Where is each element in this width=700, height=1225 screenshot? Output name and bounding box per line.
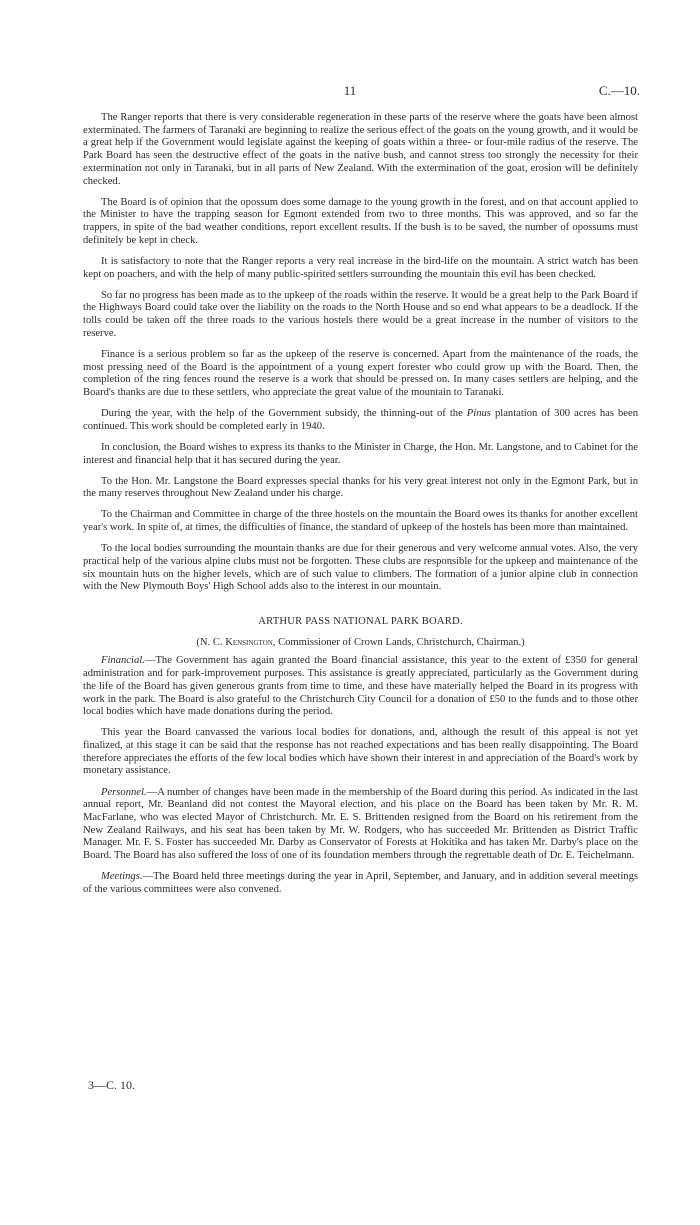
personnel-label: Personnel. xyxy=(101,786,147,798)
chairman-open: (N. C. xyxy=(196,636,226,648)
paragraph-finance: Finance is a serious problem so far as the upkeep of the reserve is concerned. Apart from the maintenance of the roads, the most pressing need of the Board is the appointment of a young expert forester who could grow up with the Board. Then, the completion of the ring fences round the reserve is a work that should be pressed on. In many cases settlers are helping, and the Board's thanks are due to these settlers, who appreciate the great value of the mountain to Taranaki. xyxy=(83,348,638,398)
paragraph-roads: So far no progress has been made as to the upkeep of the roads within the reserve. It would be a great help to the Park Board if the Highways Board could take over the liability on the roads to the North House and so end what appears to be a deadlock. If the tolls could be taken off the three roads to the various hostels there would be a great increase in the number of visitors to the reserve. xyxy=(83,289,638,339)
paragraph-goats: The Ranger reports that there is very considerable regeneration in these parts of the reserve where the goats have been almost exterminated. The farmers of Taranaki are beginning to realize the serious effect of the goats on the young growth, and it would be a great help if the Government would legislate against the keeping of goats within a three- or four-mile radius of the reserve. The Park Board has seen the destructive effect of the goats in the native bush, and cannot stress too strongly the necessity for their extermination not only in Taranaki, but in all parts of New Zealand. With the extermination of the goat, erosion will be definitely checked. xyxy=(83,112,638,187)
report-body xyxy=(83,112,638,905)
paragraph-opossum: The Board is of opinion that the opossum does some damage to the young growth in the forest, and on that account applied to the Minister to have the trapping season for Egmont extended from two to three months. This was approved, and so far the trappers, in spite of the bad weather conditions, report excellent results. If the bush is to be saved, the number of opossums must definitely be kept in check. xyxy=(83,196,638,246)
chairman-line xyxy=(83,637,638,650)
chairman-name: Kensington xyxy=(225,636,273,648)
pinus-text-before: During the year, with the help of the Government subsidy, the thinning-out of the xyxy=(101,408,467,420)
document-reference: C.—10. xyxy=(598,83,640,98)
paragraph-canvass: This year the Board canvassed the various local bodies for donations, and, although the result of this appeal is not yet finalized, at this stage it can be said that the response has not reached expectations and has been really disappointing. The Board therefore appreciates the efforts of the few local bodies which have shown their interest in and appreciation of the Board's work by monetary assistance. xyxy=(83,727,638,777)
meetings-label: Meetings. xyxy=(101,871,143,883)
financial-text: —The Government has again granted the Board financial assistance, this year to the extent of £350 for general administration and for park-improvement purposes. This assistance is greatly appreciated, particularly as the Government during the life of the Board has given generous grants from time to time, and these have materially helped the Board in its progress with work in the park. The Board is also grateful to the Christchurch City Council for a donation of £50 to the funds and to those other local bodies which have made donations during the period. xyxy=(83,655,638,718)
financial-label: Financial. xyxy=(101,655,145,667)
pinus-text-after: plantation of 300 acres has been continued. This work should be completed early in 1940. xyxy=(83,408,638,432)
paragraph-hostels: To the Chairman and Committee in charge of the three hostels on the mountain the Board owes its thanks for another excellent year's work. In spite of, at times, the difficulties of finance, the standard of upkeep of the hostels has been more than maintained. xyxy=(83,509,638,534)
personnel-text: —A number of changes have been made in the membership of the Board during this period. As indicated in the last annual report, Mr. Beanland did not contest the Mayoral election, and his place on the Board has been taken by Mr. R. M. MacFarlane, who was elected Mayor of Christchurch. Mr. E. S. Brittenden resigned from the Board on his retirement from the New Zealand Railways, and his seat has been taken by Mr. W. Rodgers, who has succeeded Mr. Brittenden as District Traffic Manager. Mr. F. S. Foster has succeeded Mr. Darby as Conservator of Forests at Hokitika and has taken Mr. Darby's place on the Board. The Board has also suffered the loss of one of its foundation members through the regrettable death of Dr. E. Teichelmann. xyxy=(83,786,638,862)
paragraph-conclusion: In conclusion, the Board wishes to express its thanks to the Minister in Charge, the Hon. Mr. Langstone, and to Cabinet for the interest and financial help that it has secured during the year. xyxy=(83,441,638,466)
section-heading-arthur-pass: ARTHUR PASS NATIONAL PARK BOARD. xyxy=(258,616,463,628)
page-number: 11 xyxy=(343,83,357,98)
paragraph-meetings xyxy=(83,871,638,896)
paragraph-bird-life: It is satisfactory to note that the Ranger reports a very real increase in the bird-life on the mountain. A strict watch has been kept on poachers, and with the help of many public-spirited settlers surrounding the mountain this evil has been checked. xyxy=(83,255,638,280)
chairman-rest: , Commissioner of Crown Lands, Christchurch, Chairman.) xyxy=(272,636,525,648)
meetings-text: —The Board held three meetings during the year in April, September, and January, and in addition several meetings of the various committees were also convened. xyxy=(83,871,638,895)
paragraph-local-bodies: To the local bodies surrounding the mountain thanks are due for their generous and very welcome annual votes. Also, the very practical help of the various alpine clubs must not be forgotten. These clubs are responsible for the upkeep and maintenance of the six mountain huts on the higher levels, which are of such value to climbers. The formation of a junior alpine club in connection with the New Plymouth Boys' High School adds also to the interest in our mountain. xyxy=(83,543,638,593)
paragraph-langstone: To the Hon. Mr. Langstone the Board expresses special thanks for his very great interest not only in the Egmont Park, but in the many reserves throughout New Zealand under his charge. xyxy=(83,475,638,500)
paragraph-pinus-plantation xyxy=(83,408,638,433)
pinus-italic: Pinus xyxy=(466,408,491,420)
paragraph-personnel xyxy=(83,787,638,863)
footer-signature: 3—C. 10. xyxy=(88,1078,136,1092)
paragraph-financial xyxy=(83,655,638,719)
